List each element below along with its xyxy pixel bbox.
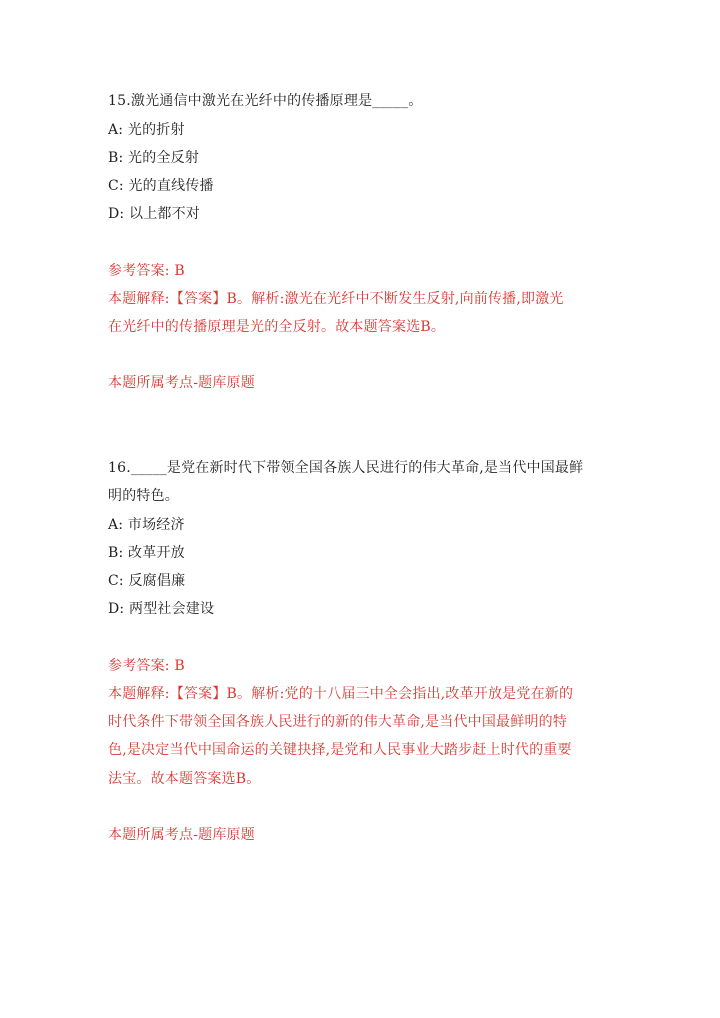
question-15-source: 本题所属考点-题库原题 — [108, 375, 255, 391]
question-16-option-a: A: 市场经济 — [108, 517, 185, 533]
question-16-explanation-line-2: 时代条件下带领全国各族人民进行的新的伟大革命,是当代中国最鲜明的特 — [108, 714, 568, 730]
question-16-option-b: B: 改革开放 — [108, 545, 185, 561]
question-15-answer: 参考答案: B — [108, 263, 185, 279]
question-15-text: 15.激光通信中激光在光纤中的传播原理是_____。 — [108, 93, 423, 109]
question-16-explanation-line-1: 本题解释:【答案】B。解析:党的十八届三中全会指出,改革开放是党在新的 — [108, 686, 574, 702]
question-16-option-c: C: 反腐倡廉 — [108, 573, 186, 589]
question-15-option-c: C: 光的直线传播 — [108, 178, 214, 194]
question-16-text-line-2: 明的特色。 — [108, 488, 179, 504]
question-16-explanation-line-4: 法宝。故本题答案选B。 — [108, 771, 261, 787]
question-15-option-a: A: 光的折射 — [108, 122, 185, 138]
question-16-option-d: D: 两型社会建设 — [108, 601, 215, 617]
question-15-option-b: B: 光的全反射 — [108, 150, 200, 166]
question-16-text-line-1: 16._____是党在新时代下带领全国各族人民进行的伟大革命,是当代中国最鲜 — [108, 460, 584, 476]
question-15-explanation-line-1: 本题解释:【答案】B。解析:激光在光纤中不断发生反射,向前传播,即激光 — [108, 291, 564, 307]
question-16-source: 本题所属考点-题库原题 — [108, 827, 255, 843]
question-16-explanation-line-3: 色,是决定当代中国命运的关键抉择,是党和人民事业大踏步赶上时代的重要 — [108, 742, 572, 758]
question-15-option-d: D: 以上都不对 — [108, 206, 200, 222]
question-15-explanation-line-2: 在光纤中的传播原理是光的全反射。故本题答案选B。 — [108, 319, 446, 335]
question-16-answer: 参考答案: B — [108, 658, 185, 674]
